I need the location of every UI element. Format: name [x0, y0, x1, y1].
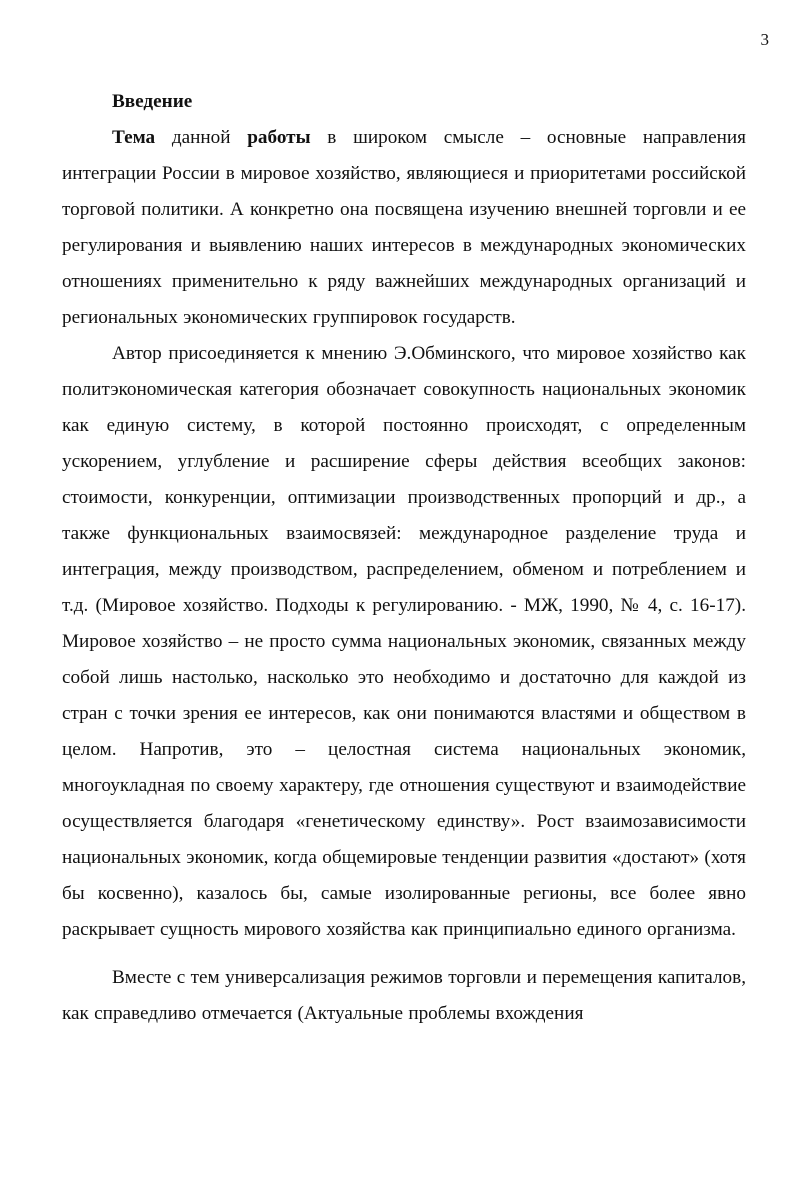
paragraph-text: в широком смысле – основные направления интеграции России в мировое хозяйство, являющиеся и приоритетами российской торговой политики. А конкретно она посвящена изучению внешней торговли и ее регулирования и выявлению наших интересов в международных экономических отношениях применительно к ряду важнейших международных организаций и региональных экономических группировок государств. [62, 127, 746, 328]
document-body [62, 84, 746, 1032]
section-heading: Введение [112, 91, 193, 112]
paragraph-topic [62, 120, 746, 336]
paragraph-text: данной [155, 127, 248, 148]
paragraph-text: Автор присоединяется к мнению Э.Обминского, что мировое хозяйство как политэкономическая категория обозначает совокупность национальных экономик как единую систему, в которой постоянно происходят, с определенным ускорением, углубление и расширение сферы действия всеобщих законов: стоимости, конкуренции, оптимизации производственных пропорций и др., а также функциональных взаимосвязей: международное разделение труда и интеграция, между производством, распределением, обменом и потреблением и т.д. (Мировое хозяйство. Подходы к регулированию. - МЖ, 1990, № 4, с. 16-17). Мировое хозяйство – не просто сумма национальных экономик, связанных между собой лишь настолько, насколько это необходимо и достаточно для каждой из стран с точки зрения ее интересов, как они понимаются властями и обществом в целом. Напротив, это – целостная система национальных экономик, многоукладная по своему характеру, где отношения существуют и взаимодействие осуществляется благодаря «генетическому единству». Рост взаимозависимости национальных экономик, когда общемировые тенденции развития «достают» (хотя бы косвенно), казалось бы, самые изолированные регионы, все более явно раскрывает сущность мирового хозяйства как принципиально единого организма. [62, 343, 746, 940]
term-work: работы [247, 127, 311, 148]
paragraph-text: Вместе с тем универсализация режимов торговли и перемещения капиталов, как справедливо отмечается (Актуальные проблемы вхождения [62, 967, 746, 1024]
term-topic: Тема [112, 127, 156, 148]
page-number: 3 [760, 30, 769, 49]
paragraph-world-economy [62, 336, 746, 948]
paragraph-universalization [62, 960, 746, 1032]
